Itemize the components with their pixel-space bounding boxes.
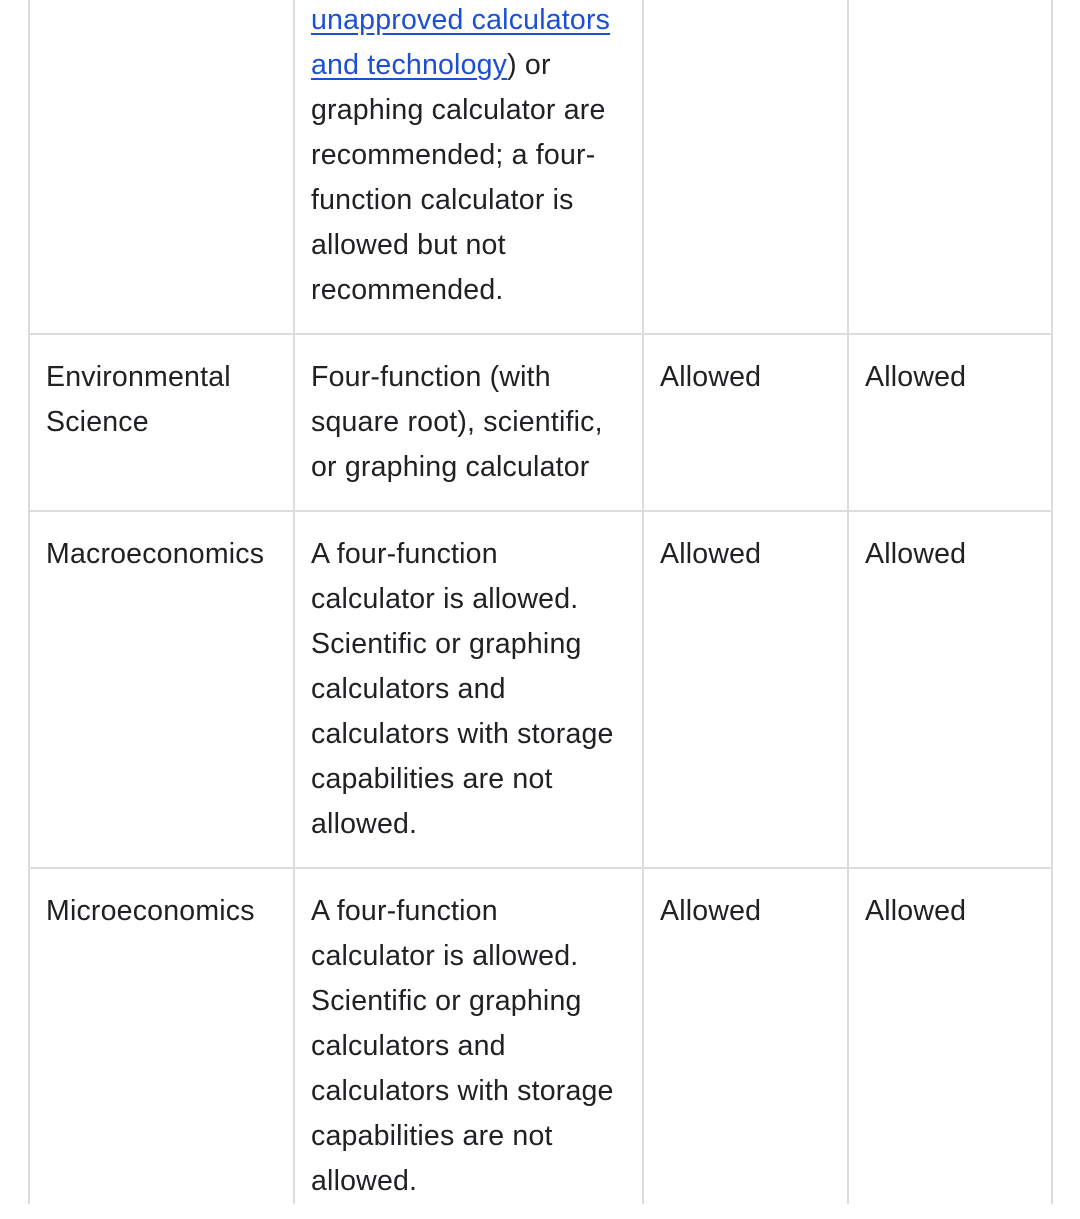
allowed-cell — [643, 511, 848, 868]
calculator-policy-cell — [294, 868, 643, 1204]
allowed-cell — [848, 0, 1052, 334]
subject-cell — [29, 868, 294, 1204]
subject-cell — [29, 0, 294, 334]
unapproved-calculators-link[interactable]: unapproved calculators and technology — [311, 4, 611, 81]
calculator-policy-table — [28, 0, 1053, 1204]
allowed-cell — [848, 511, 1052, 868]
calculator-policy-text: Four-function (with square root), scientific, or graphing calculator — [311, 361, 603, 483]
subject-cell — [29, 511, 294, 868]
table-row — [29, 868, 1052, 1204]
subject-cell — [29, 334, 294, 511]
calculator-policy-text: ) or graphing calculator are recommended; a four-function calculator is allowed but not recommended. — [311, 49, 606, 306]
allowed-status: Allowed — [660, 538, 762, 570]
allowed-status: Allowed — [660, 361, 762, 393]
subject-name: Macroeconomics — [46, 538, 265, 570]
table-row — [29, 511, 1052, 868]
subject-name: Environmental Science — [46, 361, 231, 438]
calculator-policy-text: A four-function calculator is allowed. Scientific or graphing calculators and calculators with storage capabilities are not allowed. — [311, 538, 614, 840]
subject-name: Microeconomics — [46, 895, 255, 927]
allowed-cell — [643, 0, 848, 334]
table-row — [29, 0, 1052, 334]
table-row — [29, 334, 1052, 511]
allowed-status: Allowed — [865, 538, 967, 570]
calculator-policy-text: A four-function calculator is allowed. Scientific or graphing calculators and calculators with storage capabilities are not allowed. — [311, 895, 614, 1197]
allowed-cell — [643, 334, 848, 511]
allowed-cell — [848, 868, 1052, 1204]
allowed-cell — [848, 334, 1052, 511]
calculator-policy-cell — [294, 334, 643, 511]
allowed-status: Allowed — [865, 895, 967, 927]
allowed-cell — [643, 868, 848, 1204]
allowed-status: Allowed — [865, 361, 967, 393]
calculator-policy-cell — [294, 511, 643, 868]
allowed-status: Allowed — [660, 895, 762, 927]
calculator-policy-cell — [294, 0, 643, 334]
